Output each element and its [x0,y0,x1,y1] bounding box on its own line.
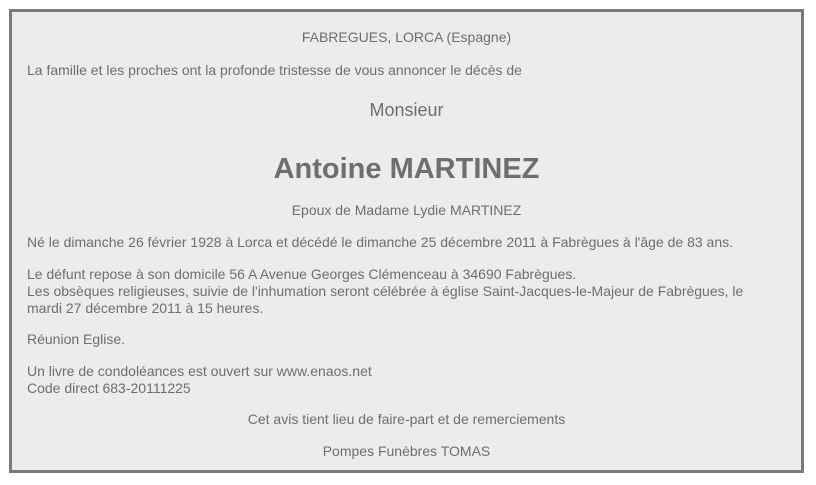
reunion-text: Réunion Eglise. [27,331,126,347]
condolence-details [27,363,786,397]
funeral-home: Pompes Funèbres TOMAS [322,443,491,459]
thanks-line: Cet avis tient lieu de faire-part et de remerciements [247,411,566,427]
honorific: Monsieur [369,100,444,120]
condolence-code: Code direct 683-20111225 [27,380,191,396]
location-line: FABREGUES, LORCA (Espagne) [301,29,512,45]
intro-text: La famille et les proches ont la profonde tristesse de vous annoncer le décès de [27,62,522,78]
deceased-name: Antoine MARTINEZ [273,153,540,185]
funeral-details [27,266,786,317]
spouse-line: Epoux de Madame Lydie MARTINEZ [291,202,522,218]
condolence-line: Un livre de condoléances est ouvert sur www.enaos.net [27,363,372,379]
funeral-line: Le défunt repose à son domicile 56 A Avenue Georges Clémenceau à 34690 Fabrègues. [27,266,577,282]
birth-death-text: Né le dimanche 26 février 1928 à Lorca et décédé le dimanche 25 décembre 2011 à Fabrègues à l'âge de 83 ans. [27,234,733,250]
funeral-line: Les obsèques religieuses, suivie de l'inhumation seront célébrée à église Saint-Jacques-le-Majeur de Fabrègues, le [27,283,744,299]
obituary-notice [9,9,804,473]
funeral-line: mardi 27 décembre 2011 à 15 heures. [27,300,264,316]
